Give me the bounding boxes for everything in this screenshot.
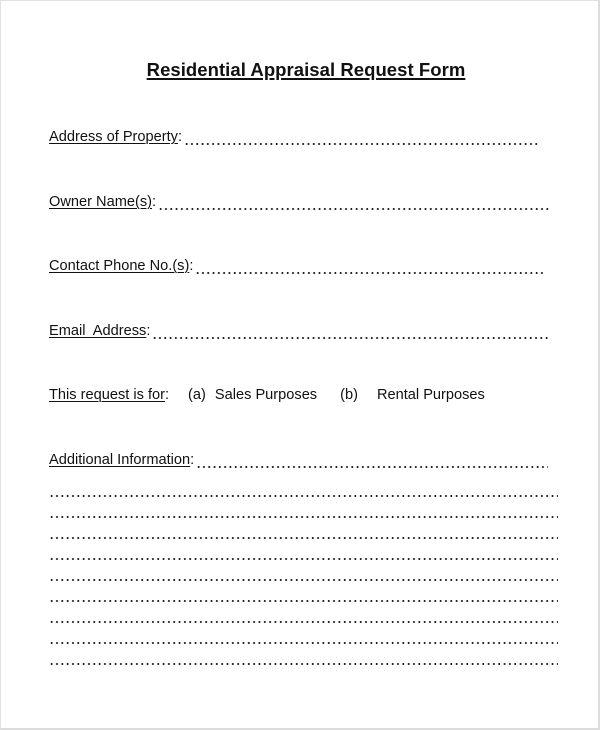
additional-info-line-8[interactable] xyxy=(49,642,558,644)
option-a-marker[interactable]: (a) xyxy=(188,387,206,403)
form-title: Residential Appraisal Request Form xyxy=(146,59,466,80)
field-separator: : xyxy=(146,323,151,339)
additional-info-line-1[interactable] xyxy=(49,495,558,497)
field-separator: : xyxy=(190,452,195,468)
additional-info-line-3[interactable] xyxy=(49,537,558,539)
additional-info-line-9[interactable] xyxy=(49,663,558,665)
field-label: Owner Name(s) xyxy=(49,194,152,210)
fill-in-line[interactable] xyxy=(195,272,543,274)
field-separator: : xyxy=(151,194,157,210)
additional-info-line-7[interactable] xyxy=(49,621,558,623)
option-sales-purposes[interactable]: Sales Purposes xyxy=(214,387,318,403)
field-separator: : xyxy=(189,258,194,274)
additional-info-line-4[interactable] xyxy=(49,558,558,560)
field-separator: : xyxy=(177,129,183,145)
request-purpose-row xyxy=(49,387,485,407)
fill-in-line[interactable] xyxy=(158,208,550,210)
fill-in-line[interactable] xyxy=(184,143,538,145)
additional-info-line-5[interactable] xyxy=(49,579,558,581)
additional-info-line-2[interactable] xyxy=(49,516,558,518)
fill-in-line[interactable] xyxy=(152,337,548,339)
field-label: Address of Property xyxy=(49,129,178,145)
option-rental-purposes[interactable]: Rental Purposes xyxy=(376,387,485,403)
field-label: Contact Phone No.(s) xyxy=(49,258,190,274)
fill-in-line[interactable] xyxy=(196,466,548,468)
field-address-of-property[interactable] xyxy=(49,129,555,149)
field-label: Additional Information xyxy=(49,452,191,468)
option-b-marker[interactable]: (b) xyxy=(340,387,358,403)
additional-info-line-6[interactable] xyxy=(49,600,558,602)
field-owner-names[interactable] xyxy=(49,194,561,214)
request-purpose-label: This request is for xyxy=(49,387,165,403)
field-contact-phone[interactable] xyxy=(49,258,559,278)
field-label: Email Address xyxy=(49,323,147,339)
field-email-address[interactable] xyxy=(49,323,561,343)
field-additional-information[interactable] xyxy=(49,452,563,472)
field-separator: : xyxy=(164,387,170,403)
